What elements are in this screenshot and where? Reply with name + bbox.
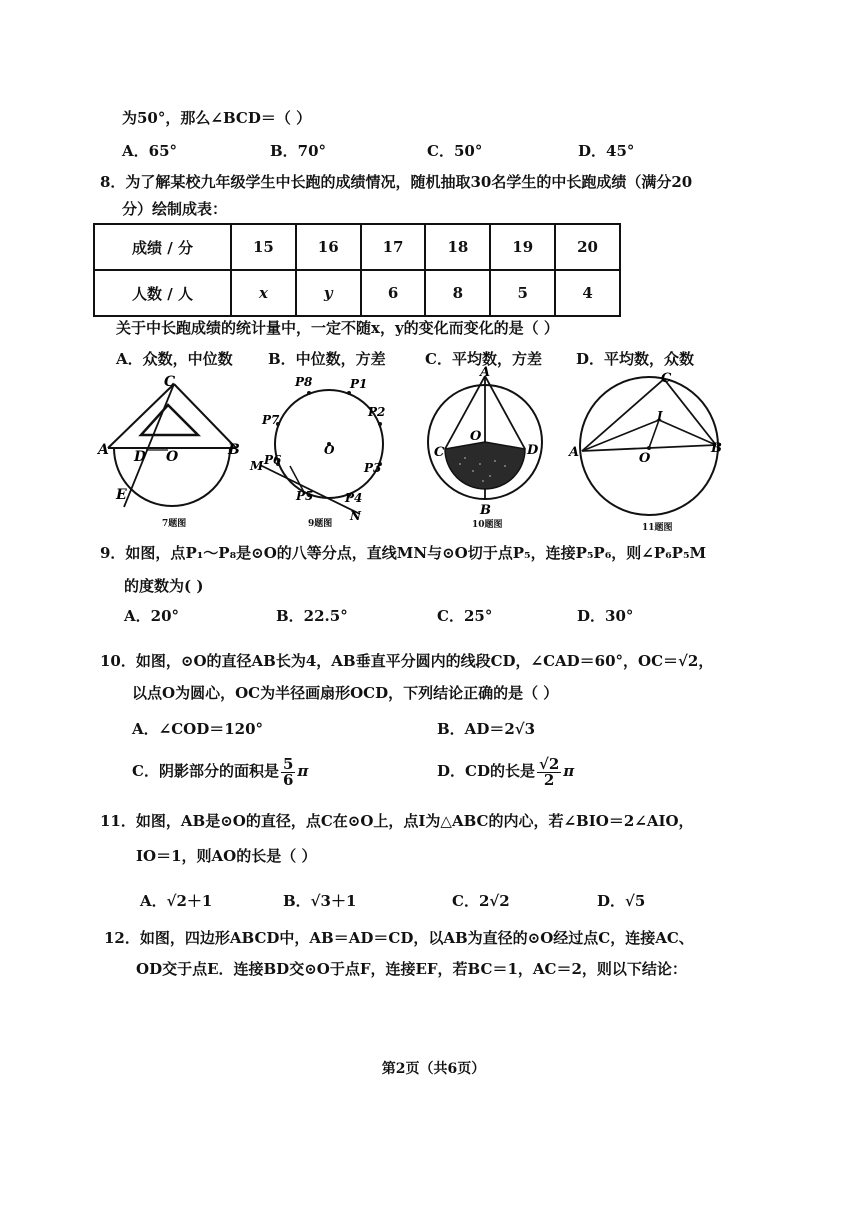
- q9-stem-line2: 的度数为( ): [124, 577, 204, 595]
- q9-option-b: B．22.5°: [276, 607, 348, 625]
- pi-symbol: π: [297, 762, 309, 780]
- fig11-caption: 11题图: [642, 523, 673, 533]
- table-cell: y: [296, 270, 361, 316]
- q7-option-d: D．45°: [578, 142, 635, 160]
- q11-stem-line2: IO＝1，则AO的长是（ ）: [136, 847, 317, 865]
- q8-option-d: D．平均数，众数: [576, 350, 695, 368]
- figure-10: [425, 366, 550, 516]
- q8-option-c: C．平均数，方差: [425, 350, 542, 368]
- table-cell: 8: [425, 270, 490, 316]
- q10-stem-line2: 以点O为圆心，OC为半径画扇形OCD，下列结论正确的是（ ）: [132, 684, 559, 702]
- q10-option-a: A．∠COD＝120°: [132, 720, 264, 738]
- fig11-label-i: I: [657, 409, 663, 423]
- fig9-label-m: M: [250, 459, 264, 473]
- q8-stem-line2: 分）绘制成表：: [122, 200, 228, 218]
- fig9-label-p8: P8: [295, 375, 313, 389]
- table-row: [94, 224, 620, 270]
- q8-question: 关于中长跑成绩的统计量中，一定不随x，y的变化而变化的是（ ）: [116, 319, 559, 337]
- table-cell: 15: [231, 224, 296, 270]
- fig10-label-b: B: [480, 503, 491, 518]
- table-cell: 4: [555, 270, 620, 316]
- fig11-label-a: A: [569, 445, 580, 460]
- q7-option-a: A．65°: [122, 142, 178, 160]
- table-header-score: 成绩 / 分: [94, 224, 231, 270]
- figure-7: [96, 372, 246, 512]
- fig9-label-p1: P1: [350, 377, 368, 391]
- fraction-denominator: 6: [282, 770, 294, 789]
- q7-stem-tail: 为50°，那么∠BCD＝（ ）: [122, 109, 312, 127]
- fig9-label-p3: P3: [364, 461, 382, 475]
- table-cell: 20: [555, 224, 620, 270]
- figure-11: [565, 368, 725, 518]
- fig7-label-e: E: [116, 487, 127, 503]
- page-number: 第2页（共6页）: [381, 1061, 486, 1077]
- fig10-label-c: C: [434, 445, 445, 460]
- table-cell: x: [231, 270, 296, 316]
- fig9-label-p2: P2: [368, 405, 386, 419]
- table-cell: 6: [361, 270, 426, 316]
- q11-option-b: B．√3＋1: [283, 892, 357, 910]
- q10-option-d-text: D．CD的长是: [437, 762, 535, 780]
- fig11-label-b: B: [711, 441, 722, 456]
- table-cell: 5: [490, 270, 555, 316]
- fig10-caption: 10题图: [472, 520, 503, 530]
- fig7-label-o: O: [166, 449, 179, 465]
- q7-option-c: C．50°: [427, 142, 483, 160]
- fig7-caption: 7题图: [162, 519, 187, 529]
- fig10-label-o: O: [470, 429, 482, 444]
- score-table: [93, 223, 621, 317]
- q9-option-c: C．25°: [437, 607, 493, 625]
- q10-option-d: [437, 755, 574, 788]
- q10-stem-line1: 10．如图，⊙O的直径AB长为4，AB垂直平分圆内的线段CD，∠CAD＝60°，OC＝√2，: [100, 652, 714, 670]
- fraction-numerator: 5: [282, 754, 294, 773]
- table-header-count: 人数 / 人: [94, 270, 231, 316]
- fig7-label-a: A: [98, 442, 109, 458]
- figure-9: [250, 372, 386, 523]
- fraction-denominator: 2: [543, 770, 555, 789]
- fig7-label-c: C: [164, 374, 176, 390]
- q11-option-c: C．2√2: [452, 892, 510, 910]
- fig9-caption: 9题图: [308, 519, 333, 529]
- fig9-label-p7: P7: [262, 413, 280, 427]
- q9-stem-line1: 9．如图，点P₁～P₈是⊙O的八等分点，直线MN与⊙O切于点P₅，连接P₅P₆，则∠P₆P₅M: [100, 544, 707, 562]
- q9-option-a: A．20°: [124, 607, 180, 625]
- q7-option-b: B．70°: [270, 142, 327, 160]
- table-cell: 18: [425, 224, 490, 270]
- fig9-label-p6: P6: [264, 453, 282, 467]
- fig10-label-a: A: [480, 365, 491, 380]
- fig7-label-b: B: [228, 442, 240, 458]
- fig9-label-p5: P5: [296, 489, 314, 503]
- table-cell: 16: [296, 224, 361, 270]
- q11-stem-line1: 11．如图，AB是⊙O的直径，点C在⊙O上，点I为△ABC的内心，若∠BIO＝2∠AIO，: [100, 812, 694, 830]
- q11-option-a: A．√2＋1: [140, 892, 213, 910]
- fraction-numerator: √2: [538, 754, 560, 773]
- fig9-label-n: N: [350, 509, 361, 523]
- fig11-label-c: C: [661, 371, 672, 386]
- q8-stem-line1: 8．为了解某校九年级学生中长跑的成绩情况，随机抽取30名学生的中长跑成绩（满分20: [100, 173, 693, 191]
- table-row: [94, 270, 620, 316]
- q10-option-b: B．AD＝2√3: [437, 720, 536, 738]
- q10-option-c-text: C．阴影部分的面积是: [132, 762, 279, 780]
- q11-option-d: D．√5: [597, 892, 646, 910]
- q8-option-a: A．众数，中位数: [116, 350, 233, 368]
- pi-symbol: π: [563, 762, 575, 780]
- q9-option-d: D．30°: [577, 607, 634, 625]
- q10-option-c-fraction: [281, 754, 295, 789]
- fig7-label-d: D: [134, 449, 147, 465]
- q10-option-d-fraction: [537, 754, 561, 789]
- q12-stem-line1: 12．如图，四边形ABCD中，AB＝AD＝CD，以AB为直径的⊙O经过点C，连接AC、: [104, 929, 694, 947]
- table-cell: 17: [361, 224, 426, 270]
- fig9-label-p4: P4: [345, 491, 363, 505]
- q12-stem-line2: OD交于点E．连接BD交⊙O于点F，连接EF，若BC＝1，AC＝2，则以下结论：: [136, 960, 687, 978]
- fig10-label-d: D: [527, 443, 539, 458]
- q8-option-b: B．中位数，方差: [268, 350, 386, 368]
- table-cell: 19: [490, 224, 555, 270]
- fig11-label-o: O: [639, 451, 651, 466]
- q10-option-c: [132, 755, 308, 788]
- fig9-label-o: O: [324, 443, 335, 457]
